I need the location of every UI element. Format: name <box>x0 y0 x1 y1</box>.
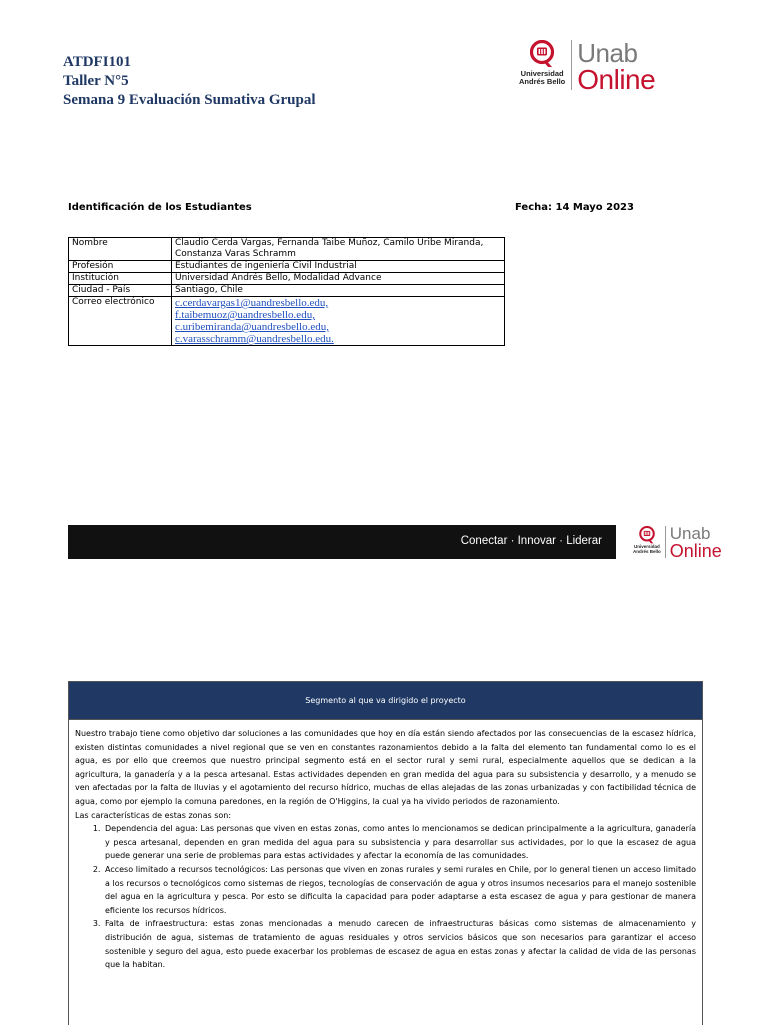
footer-banner <box>68 525 616 559</box>
unab-seal-icon <box>530 40 554 68</box>
email-link[interactable]: f.taibemuoz@uandresbello.edu, <box>175 309 315 321</box>
course-code: ATDFI101 <box>63 54 132 70</box>
brand-online: Online <box>669 541 722 561</box>
email-list <box>172 297 505 346</box>
table-row <box>69 261 505 273</box>
unab-seal-icon <box>639 526 655 544</box>
table-row <box>69 285 505 297</box>
row-value: Santiago, Chile <box>172 285 505 297</box>
university-name: Universidad Andrés Bello <box>519 69 566 86</box>
workshop-title: Taller N°5 <box>63 73 129 89</box>
brand-unab: Unab <box>577 38 638 68</box>
student-info-table <box>68 237 505 346</box>
banner-slogan: Conectar · Innovar · Liderar <box>460 535 602 547</box>
characteristics-intro: Las características de estas zonas son: <box>75 810 232 820</box>
logo-divider <box>665 526 666 558</box>
segment-section <box>68 681 703 1025</box>
row-label: Profesión <box>69 261 172 273</box>
logo-divider <box>571 40 572 90</box>
week-title: Semana 9 Evaluación Sumativa Grupal <box>63 92 316 108</box>
row-value: Claudio Cerda Vargas, Fernanda Taibe Muñoz, Camilo Uribe Miranda, Constanza Varas Schramm <box>172 238 505 261</box>
table-row <box>69 238 505 261</box>
document-header <box>63 53 316 110</box>
segment-intro: Nuestro trabajo tiene como objetivo dar soluciones a las comunidades que hoy en día están siendo afectados por las consecuencias de la escasez hídrica, existen distintas comunidades a nivel regional que se ven en constantes razonamientos debido a la falta del elemento tan fundamental como lo es el agua, es por ello que creemos que nuestro principal segmento está en el sector rural y semi rural, especialmente aquellos que se dedican a la agricultura, la ganadería y a la pesca artesanal. Estas actividades dependen en gran medida del agua para su subsistencia y desarrollo, y a menudo se ven afectadas por la falta de lluvias y el agotamiento del recurso hídrico, muchas de ellas alejadas de las zonas urbanizadas y con factibilidad técnica de agua, como por ejemplo la comuna paredones, en la región de O'Higgins, la cual ya ha vivido periodos de razonamiento. <box>75 729 696 806</box>
brand-wordmark <box>670 526 722 560</box>
table-row <box>69 273 505 285</box>
list-item: 2. Acceso limitado a recursos tecnológicos: Las personas que viven en zonas rurales y semi rurales en Chile, por lo general tienen un acceso limitado a los recursos o tecnológicos como sistemas de riegos, tecnologías de conservación de agua y otros insumos necesarios para el manejo sostenible del agua en la agricultura y pesca. Por esto se dificulta la capacidad para poder adaptarse a esta escasez de agua y para gestionar de manera eficiente los recursos hídricos. <box>103 863 696 917</box>
table-row <box>69 297 505 346</box>
row-value: Universidad Andrés Bello, Modalidad Advance <box>172 273 505 285</box>
university-emblem <box>519 40 565 86</box>
characteristics-list <box>75 822 696 972</box>
email-link[interactable]: c.cerdavargas1@uandresbello.edu, <box>175 297 329 309</box>
unab-online-logo-small <box>633 526 722 560</box>
email-label: Correo electrónico <box>69 297 172 346</box>
identification-heading: Identificación de los Estudiantes <box>68 202 252 213</box>
list-item: 1. Dependencia del agua: Las personas que viven en estas zonas, como antes lo mencionamos se dedican principalmente a la agricultura, ganadería y pesca artesanal, dependen en gran medida del agua para su subsistencia y para desarrollar sus actividades, por lo que la escasez de agua puede generar una serie de problemas para estas actividades y afectar la economía de las comunidades. <box>103 822 696 863</box>
brand-wordmark <box>577 40 655 94</box>
email-link[interactable]: c.uribemiranda@uandresbello.edu, <box>175 321 329 333</box>
email-link[interactable]: c.varasschramm@uandresbello.edu. <box>175 333 334 345</box>
brand-online: Online <box>577 64 656 95</box>
list-item: 3. Falta de infraestructura: estas zonas mencionadas a menudo carecen de infraestructuras básicas como sistemas de almacenamiento y distribución de agua, sistemas de tratamiento de aguas residuales y otros servicios básicos que son necesarios para garantizar el acceso sostenible y seguro del agua, esto puede exacerbar los problemas de escasez de agua en estas zonas y afectar la calidad de vida de las personas que la habitan. <box>103 917 696 971</box>
university-name: Universidad Andrés Bello <box>633 544 661 554</box>
brand-unab: Unab <box>669 524 711 543</box>
row-label: Institución <box>69 273 172 285</box>
university-emblem <box>633 526 661 554</box>
row-value: Estudiantes de ingeniería Civil Industrial <box>172 261 505 273</box>
date-label: Fecha: 14 Mayo 2023 <box>515 202 634 213</box>
segment-title: Segmento al que va dirigido el proyecto <box>69 682 702 720</box>
unab-online-logo <box>519 40 655 94</box>
segment-body <box>69 720 702 972</box>
row-label: Nombre <box>69 238 172 261</box>
row-label: Ciudad - País <box>69 285 172 297</box>
